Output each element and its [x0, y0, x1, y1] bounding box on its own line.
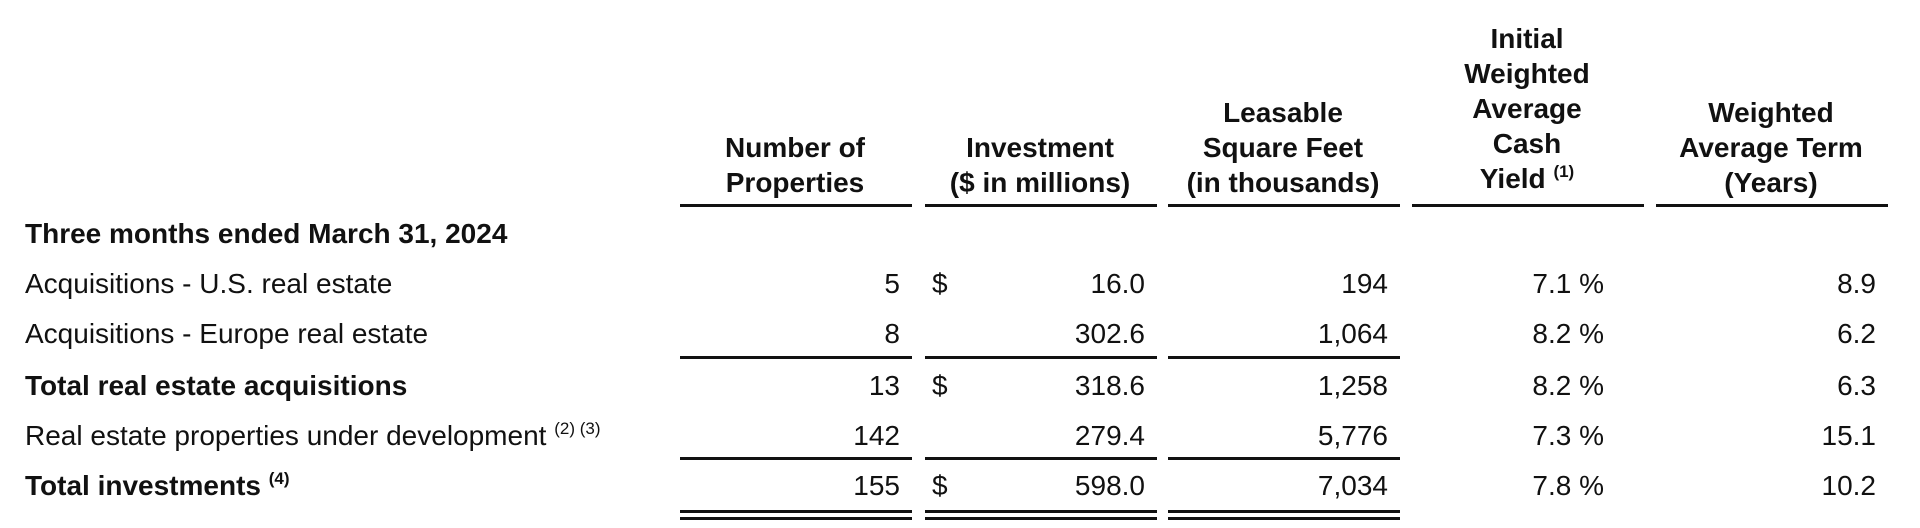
- cell-properties: 142: [853, 420, 900, 451]
- header-leasable-square-feet: [1168, 80, 1398, 200]
- currency-symbol: $: [932, 370, 948, 401]
- header-yield-last-word: Yield: [1479, 163, 1546, 194]
- cell-term: 15.1: [1821, 420, 1876, 451]
- subtotal-rule-sqft: [1168, 356, 1400, 359]
- cell-properties: 155: [853, 470, 900, 501]
- header-term-line-2: Average Term: [1679, 132, 1863, 163]
- header-rule-sqft: [1168, 204, 1400, 207]
- cell-yield: [1412, 368, 1604, 404]
- header-rule-investment: [925, 204, 1157, 207]
- currency-symbol: $: [932, 268, 948, 299]
- cell-properties: 5: [884, 268, 900, 299]
- percent-sign: %: [1579, 268, 1604, 299]
- row-label: Total real estate acquisitions: [25, 370, 408, 401]
- cell-yield: [1412, 316, 1604, 352]
- yield-value: 7.8: [1532, 470, 1572, 501]
- percent-sign: %: [1579, 470, 1604, 501]
- header-rule-yield: [1412, 204, 1644, 207]
- grand-total-double-rule-properties: [680, 510, 912, 520]
- cell-yield: [1412, 418, 1604, 454]
- header-properties-line-2: Properties: [725, 167, 865, 198]
- cell-term: 10.2: [1821, 470, 1876, 501]
- cell-sqft: 194: [1341, 268, 1388, 299]
- subtotal-rule-properties: [680, 356, 912, 359]
- currency-symbol: $: [932, 470, 948, 501]
- yield-value: 8.2: [1532, 318, 1572, 349]
- cell-sqft: 7,034: [1317, 470, 1388, 501]
- yield-value: 7.3: [1532, 420, 1572, 451]
- total-rule-sqft: [1168, 457, 1400, 460]
- cell-term: 8.9: [1837, 268, 1876, 299]
- header-investment: [925, 120, 1155, 200]
- row-label: Acquisitions - Europe real estate: [25, 318, 429, 349]
- header-investment-line-1: Investment: [966, 132, 1114, 163]
- cell-properties: 13: [868, 370, 900, 401]
- header-yield-line-4: Cash: [1492, 128, 1562, 159]
- row-label-text: Total investments: [25, 470, 261, 501]
- header-weighted-average-term: [1656, 80, 1886, 200]
- header-yield-line-2: Weighted: [1464, 58, 1590, 89]
- header-sqft-line-2: Square Feet: [1202, 132, 1364, 163]
- cell-investment: 279.4: [1074, 420, 1145, 451]
- footnote-ref-2-3: (2) (3): [554, 419, 601, 438]
- grand-total-double-rule-sqft: [1168, 510, 1400, 520]
- cell-term: 6.3: [1837, 370, 1876, 401]
- row-label-text: Real estate properties under development: [25, 420, 547, 451]
- cell-investment: 302.6: [1074, 318, 1145, 349]
- row-label: [25, 468, 290, 508]
- cell-yield: [1412, 266, 1604, 302]
- header-yield-line-3: Average: [1472, 93, 1582, 124]
- header-yield-line-5: [1412, 161, 1642, 200]
- cell-yield: [1412, 468, 1604, 504]
- total-rule-properties: [680, 457, 912, 460]
- header-rule-term: [1656, 204, 1888, 207]
- cell-sqft: 5,776: [1317, 420, 1388, 451]
- percent-sign: %: [1579, 370, 1604, 401]
- yield-value: 8.2: [1532, 370, 1572, 401]
- footnote-ref-4: (4): [268, 469, 290, 488]
- subtotal-rule-investment: [925, 356, 1157, 359]
- row-label: [25, 418, 601, 458]
- percent-sign: %: [1579, 420, 1604, 451]
- footnote-ref-1: (1): [1553, 162, 1575, 181]
- header-yield-line-1: Initial: [1490, 23, 1564, 54]
- percent-sign: %: [1579, 318, 1604, 349]
- cell-sqft: 1,064: [1317, 318, 1388, 349]
- header-properties-line-1: Number of: [725, 132, 865, 163]
- header-sqft-line-3: (in thousands): [1186, 167, 1380, 198]
- header-initial-weighted-average-cash-yield: [1412, 20, 1642, 200]
- cell-investment: 598.0: [1074, 470, 1145, 501]
- header-rule-properties: [680, 204, 912, 207]
- cell-properties: 8: [884, 318, 900, 349]
- cell-sqft: 1,258: [1317, 370, 1388, 401]
- header-investment-line-2: ($ in millions): [949, 167, 1131, 198]
- cell-investment: 318.6: [1074, 370, 1145, 401]
- header-sqft-line-1: Leasable: [1223, 97, 1343, 128]
- header-number-of-properties: [680, 120, 910, 200]
- grand-total-double-rule-investment: [925, 510, 1157, 520]
- cell-term: 6.2: [1837, 318, 1876, 349]
- row-label: Acquisitions - U.S. real estate: [25, 268, 393, 299]
- header-term-line-1: Weighted: [1708, 97, 1834, 128]
- section-title: Three months ended March 31, 2024: [25, 218, 508, 249]
- header-term-line-3: (Years): [1724, 167, 1818, 198]
- yield-value: 7.1: [1532, 268, 1572, 299]
- total-rule-investment: [925, 457, 1157, 460]
- cell-investment: 16.0: [1090, 268, 1145, 299]
